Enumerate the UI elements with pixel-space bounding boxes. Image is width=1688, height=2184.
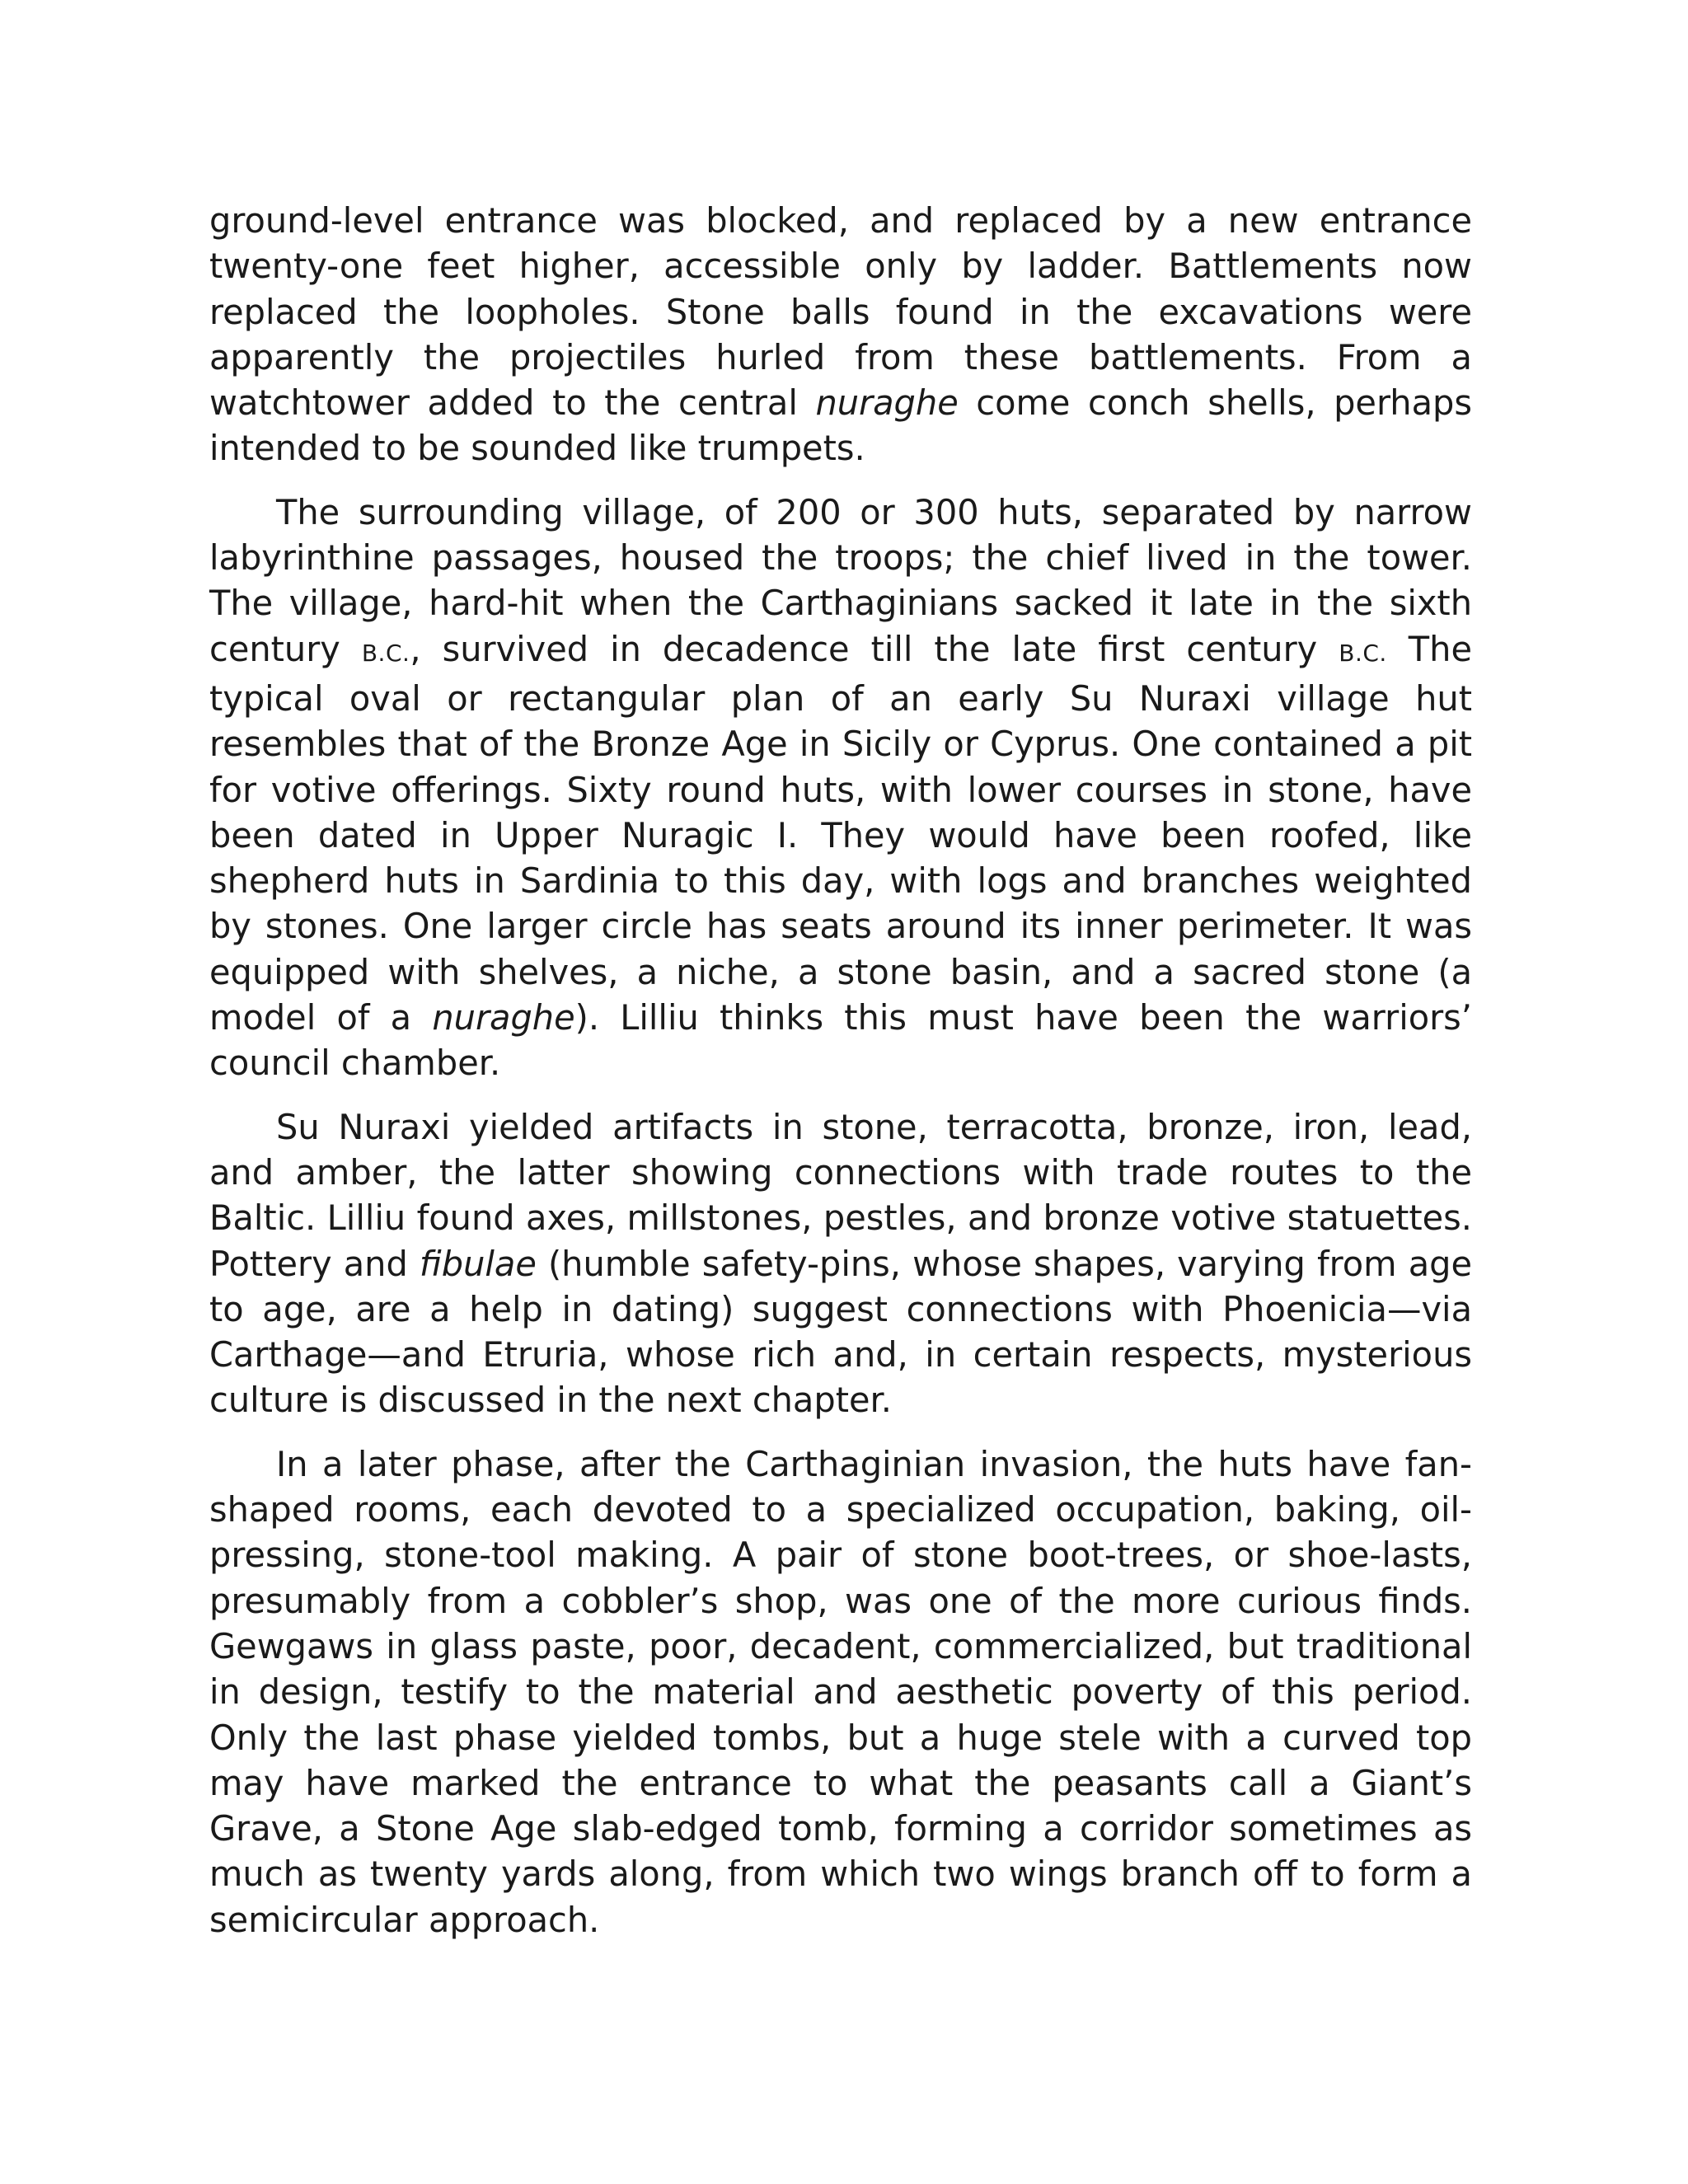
text-run: ). Lilliu thinks this must have been the warriors’ council chamber. bbox=[209, 997, 1472, 1084]
italic-term: nuraghe bbox=[815, 382, 959, 424]
body-text bbox=[209, 198, 1472, 1961]
text-run: The typical oval or rectangular plan of an early Su Nuraxi village hut resembles that of the Bronze Age in Sicily or Cyprus. One contained a pit for votive offerings. Sixty round huts, with lower courses in stone, have been dated in Upper Nuragic I. They would have been roofed, like shepherd huts in Sardinia to this day, with logs and branches weighted by stones. One larger circle has seats around its inner perimeter. It was equipped with shelves, a niche, a stone basin, and a sacred stone (a model of a bbox=[209, 628, 1472, 1038]
text-run: Su Nuraxi yielded artifacts in stone, terracotta, bronze, iron, lead, and amber, the latter showing connections with trade routes to the Baltic. Lilliu found axes, millstones, pestles, and bronze votive statuettes. Pottery and bbox=[209, 1106, 1472, 1284]
text-run: , survived in decadence till the late first century bbox=[410, 628, 1339, 669]
paragraph-1 bbox=[209, 198, 1472, 471]
text-run: (humble safety-pins, whose shapes, varying from age to age, are a help in dating) suggest connections with Phoenicia—via Carthage—and Etruria, whose rich and, in certain respects, mysterious culture is discussed in the next chapter. bbox=[209, 1243, 1472, 1421]
text-run: In a later phase, after the Carthaginian invasion, the huts have fan-shaped rooms, each devoted to a specialized occupation, baking, oil-pressing, stone-tool making. A pair of stone boot-trees, or shoe-lasts, presumably from a cobbler’s shop, was one of the more curious finds. Gewgaws in glass paste, poor, decadent, commercialized, but traditional in design, testify to the material and aesthetic poverty of this period. Only the last phase yielded tombs, but a huge stele with a curved top may have marked the entrance to what the peasants call a Giant’s Grave, a Stone Age slab-edged tomb, forming a corridor sometimes as much as twenty yards along, from which two wings branch off to form a semicircular approach. bbox=[209, 1443, 1472, 1940]
era-abbreviation: B.C. bbox=[361, 639, 410, 667]
paragraph-4 bbox=[209, 1441, 1472, 1943]
text-run: The surrounding village, of 200 or 300 huts, separated by narrow labyrinthine passages, housed the troops; the chief lived in the tower. The village, hard-hit when the Carthaginians sacked it late in the sixth century bbox=[209, 491, 1472, 669]
paragraph-3 bbox=[209, 1104, 1472, 1423]
italic-term: nuraghe bbox=[432, 997, 575, 1038]
era-abbreviation: B.C. bbox=[1339, 639, 1387, 667]
text-run: ground-level entrance was blocked, and replaced by a new entrance twenty-one feet higher, accessible only by ladder. Battlements now replaced the loopholes. Stone balls found in the excavations were apparently the projectiles hurled from these battlements. From a watchtower added to the central bbox=[209, 200, 1472, 424]
paragraph-2 bbox=[209, 490, 1472, 1086]
italic-term: fibulae bbox=[419, 1243, 537, 1284]
text-run: come conch shells, perhaps intended to be sounded like trumpets. bbox=[209, 382, 1472, 469]
